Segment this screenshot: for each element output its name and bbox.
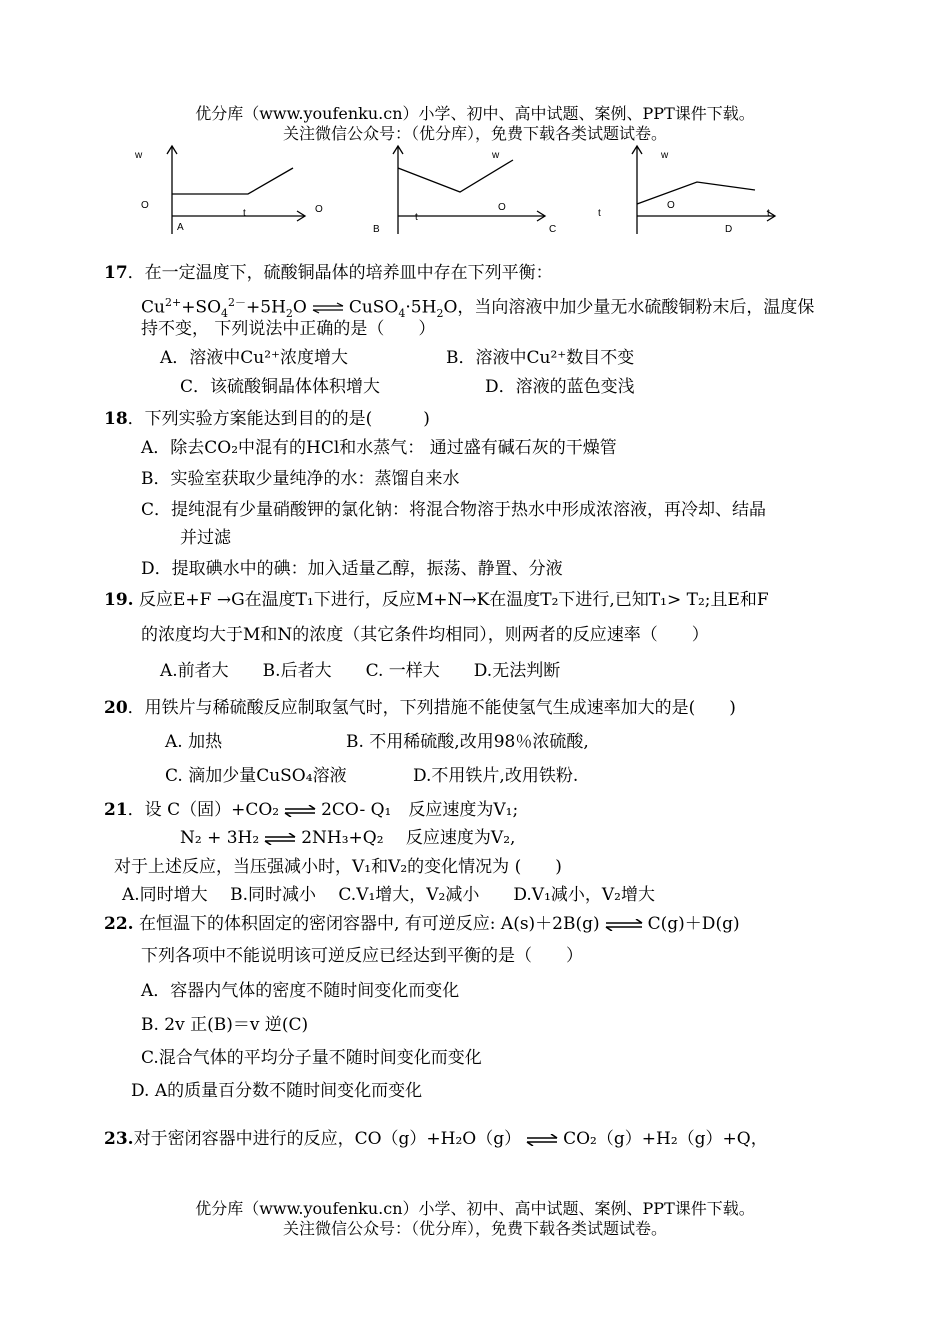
q20-stem-text: ．用铁片与稀硫酸反应制取氢气时，下列措施不能使氢气生成速率加大的是( ) bbox=[127, 698, 736, 718]
q22-line1a: 在恒温下的体积固定的密闭容器中, 有可逆反应: A(s)＋2B(g) bbox=[133, 914, 600, 934]
graph-b-origin: O bbox=[315, 204, 323, 215]
graph-d bbox=[595, 142, 795, 242]
graph-d-letter: D bbox=[725, 224, 733, 235]
q19-line1: 反应E+F →G在温度T₁下进行，反应M+N→K在温度T₂下进行,已知T₁> T₂;且E和F bbox=[133, 590, 769, 610]
q19-options: A.前者大 B.后者大 C. 一样大 D.无法判断 bbox=[160, 661, 561, 681]
equilibrium-arrow-icon bbox=[283, 805, 317, 817]
q21-line1a: ．设 C（固）+CO₂ bbox=[127, 800, 280, 820]
q20-option-d: D.不用铁片,改用铁粉. bbox=[413, 766, 579, 786]
q17-option-d: D．溶液的蓝色变浅 bbox=[485, 377, 635, 397]
q17-option-a: A．溶液中Cu²⁺浓度增大 bbox=[160, 348, 349, 368]
q17-stem-text: ．在一定温度下，硫酸铜晶体的培养皿中存在下列平衡： bbox=[127, 263, 553, 283]
q21-number: 21 bbox=[104, 800, 128, 820]
q22-stem bbox=[104, 913, 740, 935]
equilibrium-arrow-icon bbox=[263, 833, 297, 845]
graph-b-letter: B bbox=[373, 224, 380, 235]
q21-line3: 对于上述反应，当压强减小时，V₁和V₂的变化情况为 ( ) bbox=[114, 857, 562, 877]
q21-line2b: 2NH₃+Q₂ 反应速度为V₂, bbox=[301, 828, 516, 848]
graph-a-xlabel: t bbox=[243, 208, 246, 219]
equilibrium-arrow-icon bbox=[525, 1134, 559, 1146]
q19-stem bbox=[104, 589, 769, 611]
q22-option-b: B. 2v 正(B)＝v 逆(C) bbox=[141, 1015, 309, 1035]
graph-a-ylabel: w bbox=[135, 150, 143, 161]
graph-b bbox=[305, 142, 585, 242]
q19-number: 19. bbox=[104, 590, 134, 610]
q18-stem bbox=[104, 408, 430, 430]
q18-option-c: C．提纯混有少量硝酸钾的氯化钠：将混合物溶于热水中形成浓溶液，再冷却、结晶 bbox=[141, 500, 767, 520]
q20-option-a: A. 加热 bbox=[165, 732, 223, 752]
footer-line-2: 关注微信公众号：（优分库），免费下载各类试题试卷。 bbox=[282, 1219, 667, 1238]
header-line-1: 优分库（www.youfenku.cn）小学、初中、高中试题、案例、PPT课件下载。 bbox=[195, 104, 755, 123]
q20-option-c: C. 滴加少量CuSO₄溶液 bbox=[165, 766, 347, 786]
q22-option-a: A．容器内气体的密度不随时间变化而变化 bbox=[141, 981, 460, 1001]
q22-option-d: D. A的质量百分数不随时间变化而变化 bbox=[131, 1081, 423, 1101]
graph-b-axes bbox=[305, 142, 585, 242]
graph-b-ylabel-side: t bbox=[598, 208, 601, 219]
q23-line1b: CO₂（g）+H₂（g）+Q， bbox=[563, 1129, 768, 1149]
q23-number: 23. bbox=[104, 1129, 134, 1149]
q23-stem bbox=[104, 1128, 768, 1150]
q20-stem bbox=[104, 697, 736, 719]
graph-a-letter: A bbox=[177, 222, 184, 233]
q21-options: A.同时增大 B.同时减小 C.V₁增大，V₂减小 D.V₁减小，V₂增大 bbox=[122, 885, 655, 905]
q18-option-a: A．除去CO₂中混有的HCl和水蒸气： 通过盛有碱石灰的干燥管 bbox=[141, 438, 617, 458]
q17-eq-tail: ，当向溶液中加少量无水硫酸铜粉末后，温度保 bbox=[457, 297, 815, 318]
q23-line1a: 对于密闭容器中进行的反应，CO（g）+H₂O（g） bbox=[133, 1129, 522, 1149]
q17-option-b: B．溶液中Cu²⁺数目不变 bbox=[446, 348, 635, 368]
q20-number: 20 bbox=[104, 698, 128, 718]
q18-stem-text: ．下列实验方案能达到目的的是( ) bbox=[127, 409, 430, 429]
q21-line2a: N₂ + 3H₂ bbox=[180, 828, 260, 848]
q22-line2: 下列各项中不能说明该可逆反应已经达到平衡的是（ ） bbox=[141, 946, 583, 966]
q17-line3: 持不变， 下列说法中正确的是（ ） bbox=[141, 319, 436, 339]
header-line-2: 关注微信公众号：（优分库），免费下载各类试题试卷。 bbox=[282, 124, 667, 143]
q22-number: 22. bbox=[104, 914, 134, 934]
q17-number: 17 bbox=[104, 263, 128, 283]
q18-option-d: D．提取碘水中的碘：加入适量乙醇，振荡、静置、分液 bbox=[141, 559, 563, 579]
q22-line1b: C(g)＋D(g) bbox=[647, 914, 740, 934]
q17-equation: $Cu^{2+}+SO_4^{2-}+5H_2O$ $CuSO_4\cdot 5H_2O$，当向溶液中加少量无水硫酸铜粉末后，温度保 bbox=[141, 296, 815, 321]
graph-d-origin: O bbox=[667, 200, 675, 211]
footer-line-1: 优分库（www.youfenku.cn）小学、初中、高中试题、案例、PPT课件下载。 bbox=[195, 1199, 755, 1218]
q22-option-c: C.混合气体的平均分子量不随时间变化而变化 bbox=[141, 1048, 482, 1068]
q18-number: 18 bbox=[104, 409, 128, 429]
graph-d-axes bbox=[595, 142, 795, 242]
equilibrium-arrow-icon bbox=[311, 302, 345, 314]
q21-line1b: 2CO- Q₁ 反应速度为V₁; bbox=[321, 800, 519, 820]
graph-a-origin: O bbox=[141, 200, 149, 211]
graph-b-xlabel: t bbox=[415, 212, 418, 223]
q19-line2: 的浓度均大于M和N的浓度（其它条件均相同），则两者的反应速率（ ） bbox=[141, 625, 709, 645]
graph-c-ylabel: w bbox=[492, 150, 500, 161]
graph-c-letter: C bbox=[549, 224, 557, 235]
q18-option-c-cont: 并过滤 bbox=[180, 528, 231, 548]
equilibrium-arrow-icon bbox=[604, 919, 644, 931]
graph-d-ylabel: w bbox=[661, 150, 669, 161]
graph-c-origin: O bbox=[498, 202, 506, 213]
q20-option-b: B. 不用稀硫酸,改用98％浓硫酸, bbox=[346, 732, 589, 752]
q21-line2 bbox=[180, 827, 515, 849]
q17-option-c: C．该硫酸铜晶体体积增大 bbox=[180, 377, 381, 397]
graph-d-xlabel: t bbox=[767, 208, 770, 219]
q17-stem bbox=[104, 262, 553, 284]
q21-stem bbox=[104, 799, 518, 821]
q18-option-b: B．实验室获取少量纯净的水：蒸馏自来水 bbox=[141, 469, 460, 489]
